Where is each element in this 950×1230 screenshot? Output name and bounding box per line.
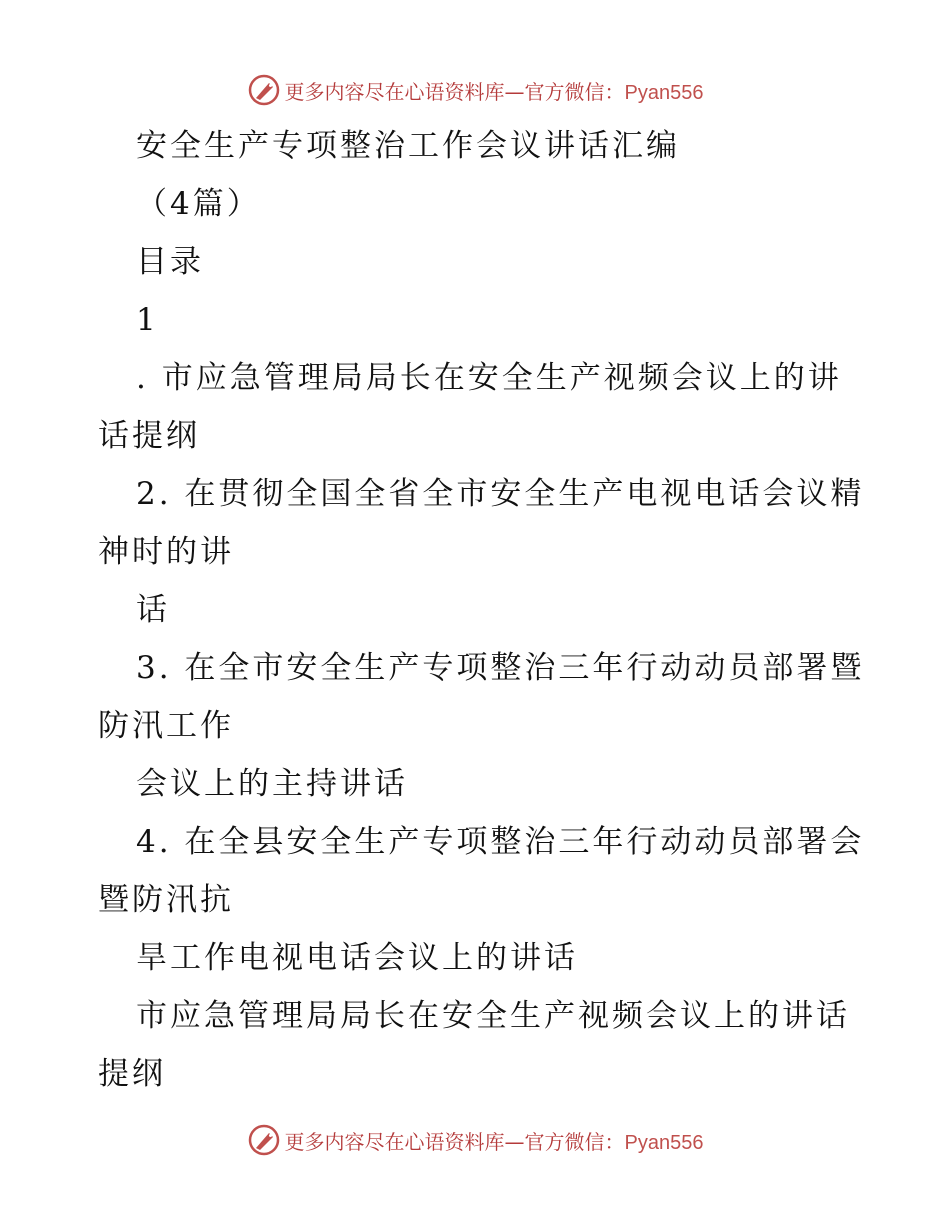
toc-line: 1 (136, 302, 159, 338)
toc-line: 神时的讲 (98, 534, 234, 570)
pen-nib-logo-icon (247, 1123, 281, 1157)
document-title: 安全生产专项整治工作会议讲话汇编 (136, 128, 680, 164)
document-subtitle: （4篇） (136, 186, 261, 222)
toc-line: 2. 在贯彻全国全省全市安全生产电视电话会议精 (136, 476, 865, 512)
body-line: 市应急管理局局长在安全生产视频会议上的讲话 (136, 998, 850, 1034)
toc-line: 暨防汛抗 (98, 882, 234, 918)
watermark-wechat-id: Pyan556 (624, 1131, 704, 1154)
watermark-header (0, 70, 950, 110)
toc-heading: 目录 (136, 244, 204, 280)
toc-line: 旱工作电视电话会议上的讲话 (136, 940, 578, 976)
toc-line: 话 (136, 592, 170, 628)
toc-line: 防汛工作 (98, 708, 234, 744)
watermark-text (285, 1126, 704, 1155)
watermark-label: 更多内容尽在心语资料库—官方微信： (284, 1129, 625, 1154)
watermark-footer (0, 1120, 950, 1160)
toc-line: 3. 在全市安全生产专项整治三年行动动员部署暨 (136, 650, 865, 686)
body-line: 提纲 (98, 1056, 166, 1092)
toc-line: 4. 在全县安全生产专项整治三年行动动员部署会 (136, 824, 865, 860)
toc-line: 会议上的主持讲话 (136, 766, 408, 802)
toc-line: . 市应急管理局局长在安全生产视频会议上的讲 (136, 360, 842, 396)
watermark-text (285, 76, 704, 105)
watermark-label: 更多内容尽在心语资料库—官方微信： (284, 79, 625, 104)
toc-line: 话提纲 (98, 418, 200, 454)
watermark-wechat-id: Pyan556 (624, 81, 704, 104)
pen-nib-logo-icon (247, 73, 281, 107)
